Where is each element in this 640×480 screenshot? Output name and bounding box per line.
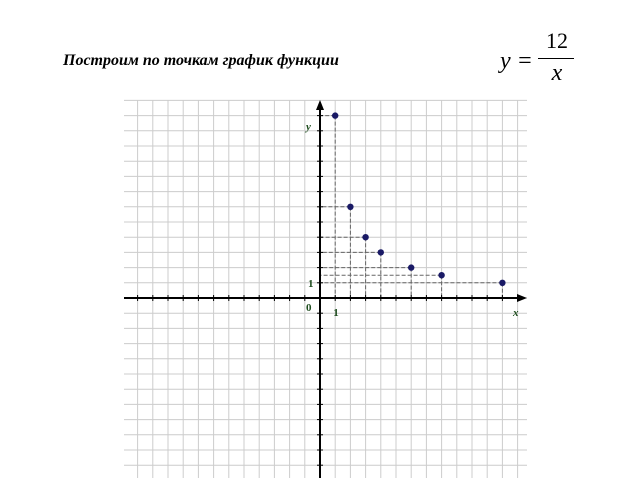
- formula-lhs: y =: [500, 48, 533, 74]
- data-point: [408, 264, 414, 270]
- formula-denominator: x: [551, 60, 563, 86]
- origin-label: 0: [306, 302, 312, 314]
- data-point: [332, 112, 338, 118]
- formula-numerator: 12: [546, 28, 568, 53]
- data-point: [499, 280, 505, 286]
- y-unit-label: 1: [308, 277, 314, 290]
- x-axis-label: x: [513, 307, 519, 319]
- page-heading: Построим по точкам график функции: [63, 52, 339, 69]
- data-point: [362, 234, 368, 240]
- data-point: [347, 204, 353, 210]
- data-points: [332, 112, 506, 286]
- x-unit-label: 1: [333, 307, 339, 319]
- x-axis-arrow: [517, 294, 527, 302]
- y-axis-label: y: [306, 121, 311, 133]
- chart-axes: [124, 100, 527, 478]
- chart-grid: [124, 100, 527, 478]
- y-axis-arrow: [316, 100, 324, 110]
- data-point: [438, 272, 444, 278]
- data-point: [378, 249, 384, 255]
